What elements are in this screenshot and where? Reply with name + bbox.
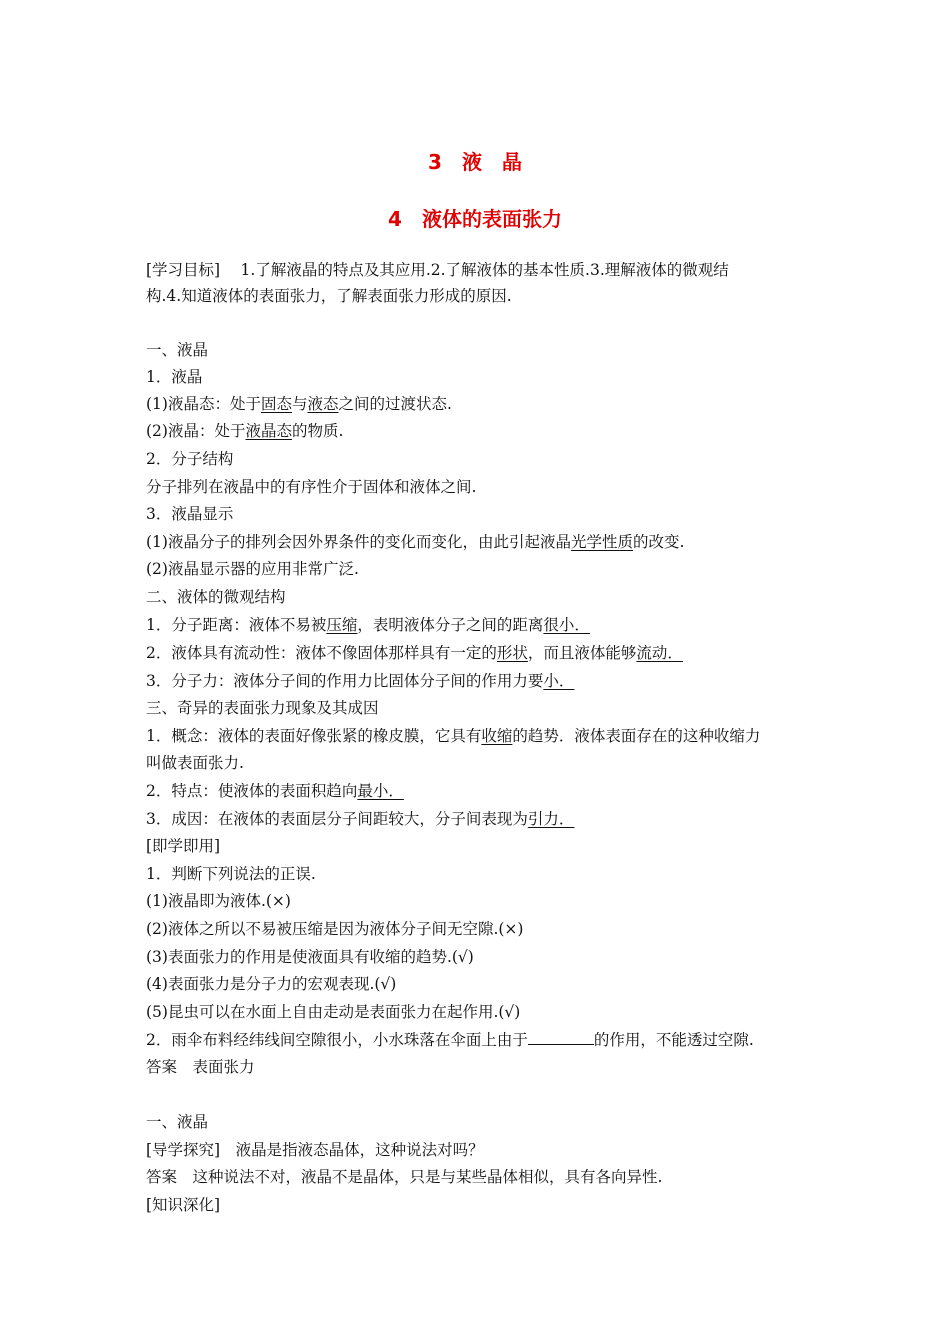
- section-heading: 一、液晶: [146, 341, 209, 359]
- objectives-line-1: [学习目标] 1.了解液晶的特点及其应用.2.了解液体的基本性质.3.理解液体的微观结: [146, 261, 729, 279]
- question-1: 1．判断下列说法的正误.: [146, 865, 316, 883]
- statement: (1)液晶即为液体.(×): [146, 892, 291, 910]
- statement: (4)表面张力是分子力的宏观表现.(√): [146, 975, 397, 993]
- statement: (2)液体之所以不易被压缩是因为液体分子间无空隙.(×): [146, 920, 524, 938]
- text-line: 1．概念：液体的表面好像张紧的橡皮膜，它具有收缩的趋势．液体表面存在的这种收缩力: [146, 727, 761, 745]
- answer-blank: [528, 1030, 594, 1045]
- answer-line: 答案 这种说法不对，液晶不是晶体，只是与某些晶体相似，具有各向异性.: [146, 1168, 663, 1186]
- text-line: 叫做表面张力.: [146, 754, 244, 772]
- question-2: 2．雨伞布料经纬线间空隙很小，小水珠落在伞面上由于 的作用，不能透过空隙.: [146, 1031, 754, 1049]
- text-line: (1)液晶分子的排列会因外界条件的变化而变化，由此引起液晶光学性质的改变.: [146, 533, 685, 551]
- subheading: 2．分子结构: [146, 450, 234, 468]
- subheading: 1．液晶: [146, 368, 203, 386]
- text-line: 3．分子力：液体分子间的作用力比固体分子间的作用力要小．: [146, 672, 575, 690]
- text-line: (2)液晶：处于液晶态的物质.: [146, 422, 344, 440]
- statement: (3)表面张力的作用是使液面具有收缩的趋势.(√): [146, 948, 474, 966]
- inquiry-line: [导学探究] 液晶是指液态晶体，这种说法对吗？: [146, 1141, 484, 1159]
- statement: (5)昆虫可以在水面上自由走动是表面张力在起作用.(√): [146, 1003, 521, 1021]
- page-title-1: 3 液 晶: [428, 150, 522, 174]
- answer-line: 答案 表面张力: [146, 1058, 255, 1076]
- section-heading: 一、液晶: [146, 1113, 209, 1131]
- practice-tag: [即学即用]: [146, 837, 221, 855]
- section-heading: 二、液体的微观结构: [146, 588, 286, 606]
- text-line: 2．特点：使液体的表面积趋向最小．: [146, 782, 404, 800]
- objectives-line-2: 构.4.知道液体的表面张力，了解表面张力形成的原因.: [146, 287, 512, 305]
- text-line: 3．成因：在液体的表面层分子间距较大，分子间表现为引力．: [146, 810, 575, 828]
- text-line: 2．液体具有流动性：液体不像固体那样具有一定的形状，而且液体能够流动．: [146, 644, 683, 662]
- objectives-tag: [学习目标]: [146, 261, 221, 279]
- knowledge-tag: [知识深化]: [146, 1196, 221, 1214]
- text-line: (1)液晶态：处于固态与液态之间的过渡状态.: [146, 395, 452, 413]
- text-line: (2)液晶显示器的应用非常广泛.: [146, 560, 359, 578]
- subheading: 3．液晶显示: [146, 505, 234, 523]
- text-line: 分子排列在液晶中的有序性介于固体和液体之间.: [146, 478, 477, 496]
- section-heading: 三、奇异的表面张力现象及其成因: [146, 699, 379, 717]
- page-title-2: 4 液体的表面张力: [388, 207, 562, 231]
- text-line: 1．分子距离：液体不易被压缩，表明液体分子之间的距离很小．: [146, 616, 590, 634]
